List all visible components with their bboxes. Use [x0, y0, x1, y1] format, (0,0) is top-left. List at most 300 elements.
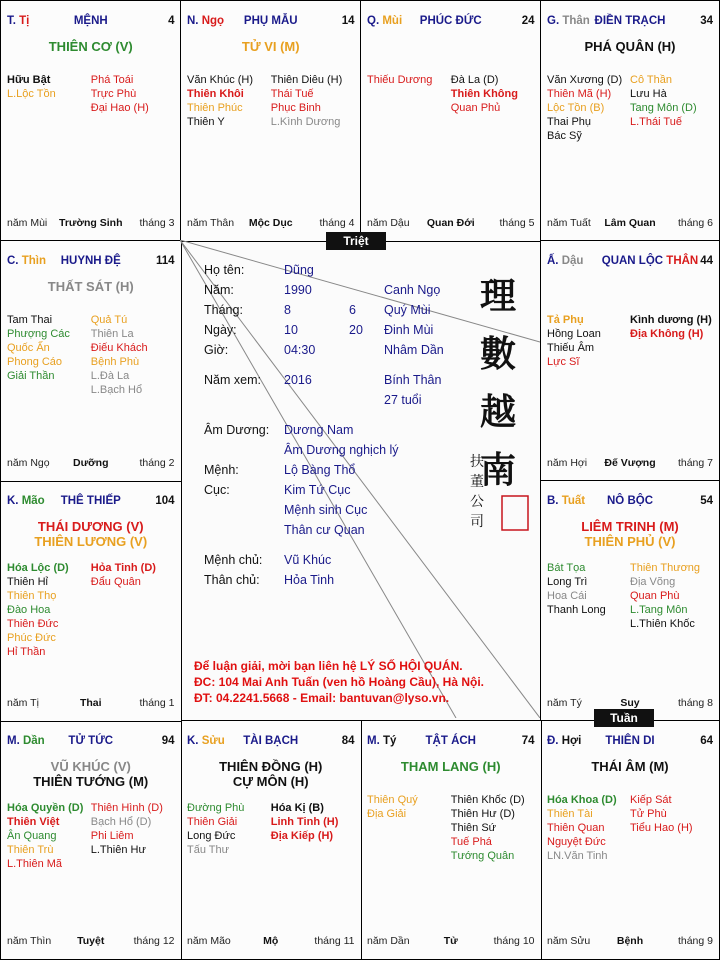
palace-footer	[367, 935, 535, 949]
info-value: Vũ Khúc	[284, 553, 332, 567]
stem-label: K.	[7, 495, 19, 507]
star-name: Phong Cáo	[7, 356, 63, 368]
palace-footer	[187, 217, 355, 231]
main-star: THIÊN ĐỒNG (H)	[219, 759, 323, 774]
star-name: Địa Kiếp (H)	[270, 830, 334, 842]
stem-label: Đ.	[547, 735, 559, 747]
year-label: năm Thìn	[7, 935, 52, 947]
info-label: Ngày:	[204, 323, 237, 337]
branch-label: Mão	[18, 495, 45, 507]
star-name: Hóa Khoa (D)	[547, 794, 617, 806]
star-name: Ân Quang	[7, 830, 57, 842]
star-name: L.Tang Môn	[630, 604, 688, 616]
star-name: Thiên Quan	[547, 822, 605, 834]
star-name: Thiên Mã (H)	[547, 88, 612, 100]
palace-header	[547, 735, 713, 749]
palace-age: 84	[341, 735, 355, 747]
info-value: Nhâm Dần	[384, 343, 444, 357]
seal-char: 公	[470, 494, 484, 510]
palace-cell	[0, 720, 182, 960]
palace-name: PHÚC ĐỨC	[419, 15, 482, 27]
star-name: Tang Môn (D)	[630, 102, 697, 114]
life-stage: Đế Vượng	[604, 456, 656, 469]
star-name: L.Kình Dương	[270, 116, 341, 128]
star-name: Thiên Đức	[7, 618, 59, 630]
palace-cell	[180, 0, 362, 242]
branch-label: Tý	[379, 735, 397, 747]
info-value: Lộ Bàng Thổ	[284, 463, 356, 477]
palace-cell	[540, 480, 720, 722]
contact-info	[194, 658, 534, 706]
star-name: L.Đà La	[90, 370, 130, 382]
stars-right	[91, 73, 175, 115]
star-name: Đẩu Quân	[90, 576, 141, 588]
main-star: THIÊN PHỦ (V)	[584, 534, 676, 549]
year-label: năm Thân	[187, 216, 235, 229]
stars-right	[630, 561, 713, 631]
star-name: Đường Phù	[187, 802, 245, 814]
palace-footer	[367, 217, 535, 231]
contact-line-1: Để luận giải, mời bạn liên hệ LÝ SỐ HỘI QUÁN.	[194, 659, 463, 673]
palace-header	[7, 735, 175, 749]
calligraphy-seal	[470, 276, 530, 546]
stars-left	[367, 73, 451, 87]
life-stage: Tuyệt	[77, 935, 105, 947]
star-name: Thiên Thọ	[7, 590, 57, 602]
star-name: Bác Sỹ	[547, 130, 582, 142]
main-star: THẤT SÁT (H)	[47, 279, 134, 294]
calligraphy-char: 越	[480, 391, 517, 433]
star-name: Hỉ Thần	[7, 646, 46, 658]
stars-right	[91, 561, 175, 589]
star-name: Quốc Ấn	[7, 342, 50, 354]
star-name: Lực Sĩ	[547, 356, 580, 368]
stars-right	[271, 801, 355, 843]
star-name: Thiếu Âm	[547, 342, 595, 354]
stem-label: G.	[547, 15, 560, 27]
info-label: Mệnh chủ:	[204, 553, 263, 567]
palace-footer	[7, 935, 175, 949]
stem-label: M.	[367, 735, 380, 747]
star-name: Phá Toái	[90, 74, 134, 86]
palace-cell	[540, 240, 720, 482]
info-value: Hỏa Tinh	[284, 573, 335, 587]
month-label: tháng 2	[139, 456, 175, 469]
star-name: Linh Tinh (H)	[270, 816, 339, 828]
branch-label: Tị	[15, 15, 30, 27]
info-label: Cục:	[204, 483, 230, 497]
stem-label: M.	[7, 735, 20, 747]
palace-header	[547, 15, 713, 29]
stars-right	[91, 801, 175, 857]
star-name: Hồng Loan	[547, 328, 601, 340]
star-name: Thiên Giải	[187, 816, 238, 828]
star-name: Thiên Diêu (H)	[270, 74, 343, 86]
star-name: Địa Giải	[367, 808, 407, 820]
year-label: năm Dần	[367, 935, 410, 947]
star-name: Tướng Quân	[450, 850, 515, 862]
stars-right	[271, 73, 355, 129]
star-name: Thiên Hình (D)	[90, 802, 163, 814]
star-name: Văn Xương (D)	[547, 74, 623, 86]
tuan-tag: Tuần	[594, 709, 654, 727]
main-star: THÁI DƯƠNG (V)	[37, 519, 144, 534]
star-name: Thiên Trù	[7, 844, 54, 856]
palace-name: HUYNH ĐỆ	[60, 255, 121, 267]
palace-cell	[540, 720, 720, 960]
main-star: CỰ MÔN (H)	[232, 774, 309, 789]
star-name: Địa Võng	[630, 576, 676, 588]
branch-label: Dần	[19, 735, 45, 747]
stars-right	[630, 313, 713, 341]
month-label: tháng 1	[139, 696, 175, 709]
info-value: Kim Tứ Cục	[284, 483, 351, 497]
star-name: Thai Phụ	[547, 116, 592, 128]
life-stage: Bệnh	[616, 935, 644, 947]
stars-right	[91, 313, 175, 397]
calligraphy-char: 理	[480, 276, 517, 317]
star-name: Văn Khúc (H)	[187, 74, 254, 86]
stem-label: B.	[547, 495, 559, 507]
palace-age: 54	[700, 495, 713, 507]
year-label: năm Tị	[7, 696, 39, 709]
star-name: Lưu Hà	[630, 88, 667, 100]
star-name: Nguyệt Đức	[547, 836, 606, 848]
palace-age: 114	[155, 255, 175, 267]
main-star: LIÊM TRINH (M)	[581, 519, 679, 534]
info-value: Thân cư Quan	[284, 523, 365, 537]
star-name: Quan Phủ	[450, 102, 501, 114]
year-label: năm Hợi	[547, 456, 588, 469]
stars-left	[7, 561, 91, 659]
star-name: Tam Thai	[7, 314, 53, 326]
info-label: Năm xem:	[204, 373, 261, 387]
info-value: Đinh Mùi	[384, 323, 434, 337]
year-label: năm Dậu	[367, 216, 410, 229]
star-name: Địa Không (H)	[630, 328, 704, 340]
star-name: L.Thiên Khốc	[630, 618, 695, 630]
star-name: Hữu Bật	[7, 74, 51, 86]
star-name: Hoa Cái	[547, 590, 587, 602]
star-name: Thiếu Dương	[367, 74, 433, 86]
month-label: tháng 9	[677, 935, 713, 947]
year-label: năm Tý	[547, 696, 582, 709]
stem-label: Q.	[367, 15, 380, 27]
info-value: Dũng	[284, 263, 314, 277]
stars-left	[547, 73, 630, 143]
life-stage: Lâm Quan	[604, 216, 656, 229]
stars-left	[367, 793, 451, 821]
palace-header	[7, 495, 175, 509]
info-label: Họ tên:	[204, 263, 245, 277]
info-label: Năm:	[204, 283, 234, 297]
palace-footer	[547, 935, 713, 949]
branch-label: Sửu	[198, 735, 225, 747]
palace-age: 64	[700, 735, 713, 747]
star-name: Tiểu Hao (H)	[630, 822, 693, 834]
palace-cell	[0, 240, 182, 482]
life-stage: Mộ	[263, 935, 279, 947]
stars-right	[630, 73, 713, 129]
palace-name: PHỤ MẪU	[243, 15, 298, 27]
palace-footer	[7, 217, 175, 231]
palace-footer	[7, 697, 175, 711]
life-stage: Mộc Dục	[248, 216, 293, 229]
main-star: THIÊN CƠ (V)	[48, 39, 133, 54]
stem-label: Ấ.	[547, 255, 559, 267]
info-value: Quý Mùi	[384, 303, 431, 317]
seal-char: 扶	[470, 454, 484, 470]
star-name: Hóa Kị (B)	[270, 802, 324, 814]
palace-header	[187, 15, 355, 29]
palace-header	[367, 15, 535, 29]
info-label: Giờ:	[204, 343, 229, 357]
star-name: Thiên La	[90, 328, 134, 340]
info-label: Âm Dương:	[204, 423, 270, 437]
palace-age: 14	[341, 15, 355, 27]
main-star: PHÁ QUÂN (H)	[584, 39, 676, 54]
palace-cell	[180, 720, 362, 960]
star-name: Phúc Đức	[7, 632, 56, 644]
palace-footer	[547, 457, 713, 471]
star-name: Đào Hoa	[7, 604, 51, 616]
palace-header	[367, 735, 535, 749]
branch-label: Tuất	[558, 495, 586, 507]
branch-label: Ngọ	[198, 15, 225, 27]
palace-age: 24	[521, 15, 535, 27]
info-label: Mệnh:	[204, 463, 239, 477]
star-name: Đại Hao (H)	[90, 102, 149, 114]
star-name: LN.Văn Tinh	[547, 850, 608, 862]
palace-cell	[0, 0, 182, 242]
star-name: Thiên Không	[450, 88, 518, 100]
month-label: tháng 4	[319, 216, 355, 229]
palace-name: THIÊN DI	[605, 735, 655, 747]
star-name: Thiên Khôi	[187, 88, 244, 100]
calligraphy-char: 南	[480, 449, 517, 491]
palace-cell	[360, 720, 542, 960]
palace-age: 44	[700, 255, 713, 267]
month-label: tháng 6	[677, 216, 713, 229]
year-label: năm Ngọ	[7, 456, 50, 469]
stars-left	[547, 313, 630, 369]
star-name: Tả Phụ	[547, 314, 584, 326]
main-star: THIÊN TƯỚNG (M)	[33, 774, 149, 789]
palace-age: 74	[521, 735, 535, 747]
branch-label: Mùi	[379, 15, 403, 27]
palace-header	[7, 255, 175, 269]
info-value: Mệnh sinh Cục	[284, 503, 368, 517]
stars-left	[547, 561, 630, 617]
stem-label: C.	[7, 255, 19, 267]
life-stage: Trường Sinh	[59, 216, 123, 229]
life-stage: Suy	[620, 696, 640, 709]
palace-age: 94	[161, 735, 175, 747]
star-name: Kình dương (H)	[630, 314, 712, 326]
info-label: Thân chủ:	[204, 573, 260, 587]
palace-footer	[7, 457, 175, 471]
month-label: tháng 11	[314, 935, 355, 947]
info-value: 6	[349, 303, 356, 317]
month-label: tháng 10	[493, 935, 535, 947]
info-value: Dương Nam	[284, 423, 354, 437]
star-name: Thanh Long	[547, 604, 606, 616]
star-name: Thiên Việt	[7, 816, 60, 828]
star-name: Bạch Hổ (D)	[90, 816, 152, 828]
palace-age: 104	[155, 495, 175, 507]
stars-left	[7, 73, 91, 101]
stem-label: N.	[187, 15, 199, 27]
stem-label: K.	[187, 735, 199, 747]
palace-name: TẬT ÁCH	[425, 735, 476, 747]
branch-label: Thân	[559, 15, 590, 27]
star-name: L.Thiên Hư	[90, 844, 146, 856]
info-value: Âm Dương nghịch lý	[284, 443, 399, 457]
star-name: Hỏa Tinh (D)	[90, 562, 156, 574]
info-value: 27 tuổi	[384, 393, 422, 407]
palace-name: QUAN LỘC THÂN	[601, 255, 699, 267]
stars-right	[451, 73, 535, 115]
star-name: Long Trì	[547, 576, 588, 588]
info-value: 04:30	[284, 343, 316, 357]
stars-left	[187, 73, 271, 129]
star-name: L.Lộc Tồn	[7, 88, 56, 100]
life-stage: Quan Đới	[426, 216, 475, 229]
info-label: Tháng:	[204, 303, 243, 317]
than-marker: THÂN	[663, 255, 699, 267]
star-name: Đà La (D)	[450, 74, 499, 86]
star-name: Lộc Tồn (B)	[547, 102, 605, 114]
branch-label: Thìn	[18, 255, 46, 267]
year-label: năm Tuất	[547, 216, 591, 229]
star-name: Thiên Thương	[630, 562, 701, 574]
star-name: Bát Tọa	[547, 562, 586, 574]
life-stage: Tử	[443, 935, 458, 947]
star-name: Long Đức	[187, 830, 236, 842]
palace-name: THÊ THIẾP	[60, 495, 121, 507]
contact-line-3: ĐT: 04.2241.5668 - Email: bantuvan@lyso.vn.	[194, 691, 450, 705]
star-name: L.Thiên Mã	[7, 858, 63, 870]
star-name: Hóa Lộc (D)	[7, 562, 69, 574]
branch-label: Hợi	[558, 735, 582, 747]
palace-header	[547, 495, 713, 509]
info-value: 1990	[284, 283, 312, 297]
star-name: Điếu Khách	[90, 342, 148, 354]
stars-left	[187, 801, 271, 857]
info-value: 8	[284, 303, 291, 317]
stem-label: T.	[7, 15, 16, 27]
center-info-panel	[180, 240, 540, 718]
star-name: Hóa Quyền (D)	[7, 802, 84, 814]
star-name: Cô Thần	[630, 74, 672, 86]
star-name: Bệnh Phù	[90, 356, 140, 368]
info-value: 2016	[284, 373, 312, 387]
star-name: Thiên Khốc (D)	[450, 794, 525, 806]
year-label: năm Mùi	[7, 216, 48, 229]
year-label: năm Sửu	[547, 935, 591, 947]
star-name: Giải Thần	[7, 370, 55, 382]
month-label: tháng 8	[677, 696, 713, 709]
main-star: VŨ KHÚC (V)	[50, 759, 131, 774]
seal-char: 董	[470, 474, 484, 490]
star-name: Thiên Hỉ	[7, 576, 48, 588]
month-label: tháng 7	[677, 456, 713, 469]
star-name: Tử Phù	[630, 808, 667, 820]
palace-header	[547, 255, 713, 269]
calligraphy-char: 數	[480, 333, 517, 375]
branch-label: Dậu	[558, 255, 584, 267]
stars-left	[7, 313, 91, 383]
main-star: TỬ VI (M)	[241, 39, 300, 54]
red-stamp	[502, 496, 528, 530]
palace-header	[7, 15, 175, 29]
month-label: tháng 12	[133, 935, 175, 947]
life-stage: Thai	[79, 696, 102, 709]
star-name: Quả Tú	[90, 314, 128, 326]
info-value: 20	[349, 323, 363, 337]
star-name: Thiên Sứ	[450, 822, 497, 834]
palace-header	[187, 735, 355, 749]
star-name: Phục Binh	[270, 102, 321, 114]
palace-cell	[540, 0, 720, 242]
stars-left	[7, 801, 91, 871]
stars-left	[547, 793, 630, 863]
stars-right	[451, 793, 535, 863]
star-name: Thái Tuế	[270, 88, 314, 100]
stars-right	[630, 793, 713, 835]
year-label: năm Mão	[187, 935, 231, 947]
star-name: Quan Phù	[630, 590, 680, 602]
palace-cell	[0, 480, 182, 722]
star-name: L.Bạch Hổ	[90, 384, 143, 396]
contact-line-2: ĐC: 104 Mai Anh Tuấn (ven hồ Hoàng Cầu), Hà Nội.	[194, 675, 485, 689]
palace-name: TỬ TỨC	[68, 735, 114, 747]
palace-age: 34	[700, 15, 713, 27]
main-star: THÁI ÂM (M)	[591, 759, 669, 774]
palace-name: MỆNH	[73, 15, 108, 27]
seal-char: 司	[470, 514, 484, 530]
palace-footer	[547, 217, 713, 231]
month-label: tháng 5	[499, 216, 535, 229]
star-name: L.Thái Tuế	[630, 116, 682, 128]
star-name: Thiên Phúc	[187, 102, 243, 114]
star-name: Kiếp Sát	[630, 794, 672, 806]
palace-footer	[187, 935, 355, 949]
info-value: Bính Thân	[384, 373, 442, 387]
life-stage: Dưỡng	[73, 456, 109, 469]
triet-tag: Triệt	[326, 232, 386, 250]
month-label: tháng 3	[139, 216, 175, 229]
star-name: Phượng Các	[7, 328, 70, 340]
star-name: Trực Phù	[90, 88, 137, 100]
palace-name: ĐIỀN TRẠCH	[594, 15, 666, 27]
info-value: Canh Ngọ	[384, 283, 441, 297]
star-name: Thiên Quý	[367, 794, 418, 806]
star-name: Thiên Tài	[547, 808, 593, 820]
star-name: Tuế Phá	[450, 836, 492, 848]
info-value: 10	[284, 323, 298, 337]
main-star: THIÊN LƯƠNG (V)	[34, 534, 148, 549]
palace-cell	[360, 0, 542, 242]
palace-age: 4	[168, 15, 175, 27]
star-name: Phi Liêm	[90, 830, 134, 842]
star-name: Thiên Hư (D)	[450, 808, 515, 820]
star-name: Thiên Y	[187, 116, 225, 128]
palace-name: TÀI BẠCH	[243, 735, 299, 747]
palace-name: NÔ BỘC	[607, 495, 653, 507]
star-name: Tấu Thư	[187, 844, 230, 856]
main-star: THAM LANG (H)	[400, 759, 501, 774]
